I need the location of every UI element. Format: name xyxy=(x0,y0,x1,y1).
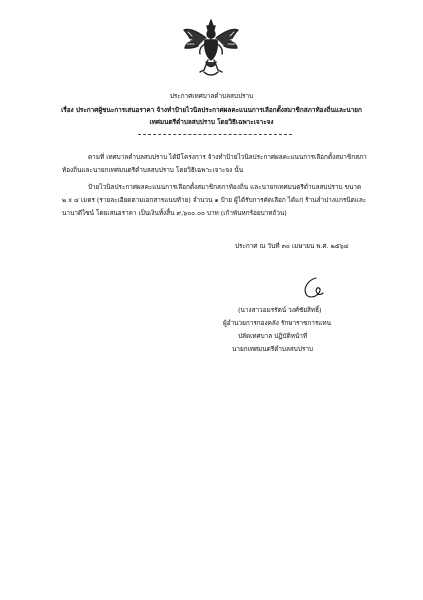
signatory-title-2: ปลัดเทศบาล ปฏิบัติหน้าที่ xyxy=(238,332,308,340)
garuda-emblem-icon xyxy=(182,18,240,78)
subject-line-1: เรื่อง ประกาศผู้ชนะการเสนอราคา จ้างทำป้ายไวนิลประกาศผลคะแนนการเลือกตั้งสมาชิกสภาท้องถิ่นและนายก xyxy=(61,106,362,114)
subject-line-2: เทศมนตรีตำบลสบปราบ โดยวิธีเฉพาะเจาะจง xyxy=(149,118,274,126)
signatory-title-1: ผู้อำนวยการกองคลัง รักษาราชการแทน xyxy=(223,319,331,327)
signatory-title-3: นายกเทศมนตรีตำบลสบปราบ xyxy=(232,345,313,353)
announce-date: ประกาศ ณ วันที่ ๓๐ เมษายน พ.ศ. ๒๕๖๔ xyxy=(235,242,349,250)
paragraph-2-line-3: นานาดีไซน์ โดยเสนอราคา เป็นเงินทั้งสิ้น ๙,๖๐๐.๐๐ บาท (เก้าพันหกร้อยบาทถ้วน) xyxy=(62,209,287,217)
paragraph-1-line-1: ตามที่ เทศบาลตำบลสบปราบ ได้มีโครงการ จ้างทำป้ายไวนิลประกาศผลคะแนนการเลือกตั้งสมาชิกสภา xyxy=(88,153,367,161)
paragraph-1-line-2: ท้องถิ่นและนายกเทศมนตรีตำบลสบปราบ โดยวิธีเฉพาะเจาะจง นั้น xyxy=(62,166,244,174)
signature-icon xyxy=(300,276,326,300)
signatory-name: (นางสาวอมรรัตน์ วงศ์ชัยสิทธิ์) xyxy=(238,306,322,314)
office-name: ประกาศเทศบาลตำบลสบปราบ xyxy=(169,92,254,100)
paragraph-2-line-1: ป้ายไวนิลประกาศผลคะแนนการเลือกตั้งสมาชิกสภาท้องถิ่น และนายกเทศมนตรีตำบลสบปราบ ขนาด xyxy=(88,183,362,191)
divider-line xyxy=(138,134,292,135)
paragraph-2-line-2: ๒ x ๔ เมตร (รายละเอียดตามเอกสารแนบท้าย) จำนวน ๑ ป้าย ผู้ได้รับการคัดเลือก ได้แก่ ร้านลำปางแกรนิตและ xyxy=(62,196,367,204)
